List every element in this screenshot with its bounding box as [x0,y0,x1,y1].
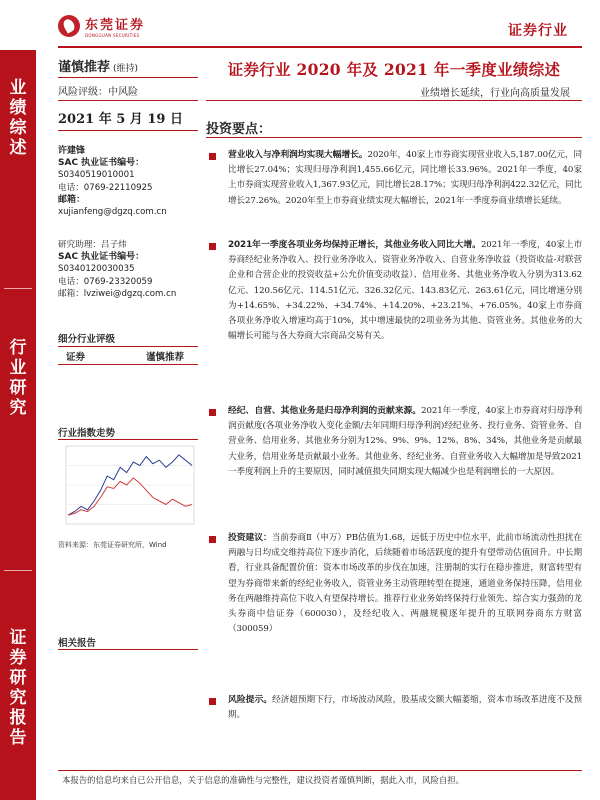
analyst-name: 许建锋 [58,146,86,156]
side-strip-divider [4,288,32,289]
bullet-icon [209,243,216,250]
assistant-cert-label: SAC 执业证书编号： [58,252,145,263]
assistant-phone: 电话：0769-23320059 [58,276,153,287]
assistant-info [58,239,176,300]
logo-name: 东莞证券 [85,18,146,33]
logo-flame-icon [58,15,80,37]
divider [58,100,198,101]
assistant-cert-no: S0340120030035 [58,264,135,275]
bullet-icon [209,698,216,705]
divider [58,649,198,650]
sub-rating-title: 细分行业评级 [58,334,116,345]
index-trend-chart [58,440,198,534]
header-divider [58,46,582,48]
assistant-name: 研究助理：吕子炜 [58,240,127,250]
analyst-email-label: 邮箱： [58,194,86,205]
side-strip [0,50,36,800]
key-point: 投资建议：当前券商Ⅱ（申万）PB估值为1.68，远低于历史中位水平，此前市场流动性担扰在两融与日均成交维持高位下逐步消化，后续随着市场活跃度的提升有望带动估值回升。中长期看，行业具备配置价值：资本市场改革的步伐在加速，注册制的实行在稳步推进，财富转型有望为券商带来新的经纪业务收入，资管业务主动管理转型在提速，通道业务保持压降，信用业务在两融维持高位下收入有望保持增长。推荐行业业务始终保持行业领先、综合实力强劲的龙头券商中信证券（600030），及经纪收入、两融规模逐年提升的互联网券商东方财富（300059） [228,533,582,635]
divider [58,346,198,347]
bullet-icon [209,536,216,543]
analyst-phone: 电话：0769-22110925 [58,182,153,193]
side-label-report: 证 券 研 究 报 告 [9,628,27,748]
index-chart-title: 行业指数走势 [58,428,116,439]
sub-rating-industry: 证券 [66,352,86,363]
side-label-research: 行 业 研 究 [9,338,27,418]
rating: 谨慎推荐 (维持) [58,60,139,75]
report-title: 证券行业 2020 年及 2021 年一季度业绩综述 [227,60,561,79]
sub-rating-value: 谨慎推荐 [146,352,185,363]
company-logo [58,14,145,38]
footer-divider [58,770,582,771]
logo-english: DONGGUAN SECURITIES [85,33,140,38]
risk-rating: 风险评级：中风险 [58,87,138,98]
analyst-email: xujianfeng@dgzq.com.cn [58,207,167,218]
disclaimer: 本报告的信息均来自已公开信息，关于信息的准确性与完整性，建议投资者谨慎判断，据此入市，风险自担。 [62,775,464,785]
report-date: 2021 年 5 月 19 日 [58,112,183,127]
key-point: 经纪、自营、其他业务是归母净利润的贡献来源。2021年一季度，40家上市券商对归母净利润贡献度(各项业务净收入变化金额/去年同期归母净利润)经纪业务、投行业务、资管业务、自营业务、信用业务、其他业务分别为12%、9%、9%、12%、8%、34%，其他业务是贡献最大业务，信用业务是贡献最小业务。其他业务、经纪业务、自营业务收入大幅增加是导致2021一季度利润上升的主要原因，同时减值损失同期实现大幅减少也是利润增长的一大原因。 [228,406,582,477]
divider [58,130,198,131]
industry-tag: 证券行业 [508,23,568,39]
divider [58,77,198,78]
key-point: 营业收入与净利润均实现大幅增长。2020年，40家上市券商实现营业收入5,187.00亿元，同比增长27.04%；实现归母净利润1,455.66亿元，同比增长33.96%。2021年一季度，40家上市券商实现营业收入1,367.93亿元，同比增长28.17%；实现归母净利润422.32亿元，同比增长27.26%。2020年至上市券商业绩实现大幅增长，2021年一季度券商业绩增长延续。 [228,150,583,206]
chart-source: 资料来源：东莞证券研究所，Wind [58,541,167,549]
key-points-divider [206,137,582,138]
title-divider [206,100,582,101]
side-label-summary: 业 绩 综 述 [9,78,27,158]
side-strip-divider [4,570,32,571]
assistant-email: 邮箱：lvziwei@dgzq.com.cn [58,288,177,299]
analyst-info [58,145,167,218]
analyst-cert-label: SAC 执业证书编号： [58,158,145,169]
bullet-icon [209,409,216,416]
related-reports-title: 相关报告 [58,638,97,649]
key-points-title: 投资要点： [206,122,272,137]
page-header [0,0,600,50]
report-subtitle: 业绩增长延续，行业向高质量发展 [420,88,570,99]
analyst-cert-no: S0340519010001 [58,170,135,181]
key-point: 2021年一季度各项业务均保持正增长，其他业务收入同比大增。2021年一季度，40家上市券商经纪业务净收入、投行业务净收入、资管业务净收入、自营业务净收益（投资收益-对联营企业和合营企业的投资收益+公允价值变动收益）、信用业务、其他业务净收入分别为313.62亿元、120.56亿元、114.51亿元、326.32亿元、143.83亿元、263.61亿元，同比增速分别为+14.65%、+34.22%、+34.74%、+14.20%、+23.21%、+76.05%。40家上市券商各项业务净收入增速均高于10%，其中增速最快的2项业务为其他、资管业务。其他业务的大幅增长可能与各大券商大宗商品交易有关。 [228,240,582,342]
key-point: 风险提示。经济超预期下行，市场波动风险，股基成交额大幅萎缩，资本市场改革进度不及预期。 [228,695,582,721]
bullet-icon [209,153,216,160]
divider [58,364,198,365]
